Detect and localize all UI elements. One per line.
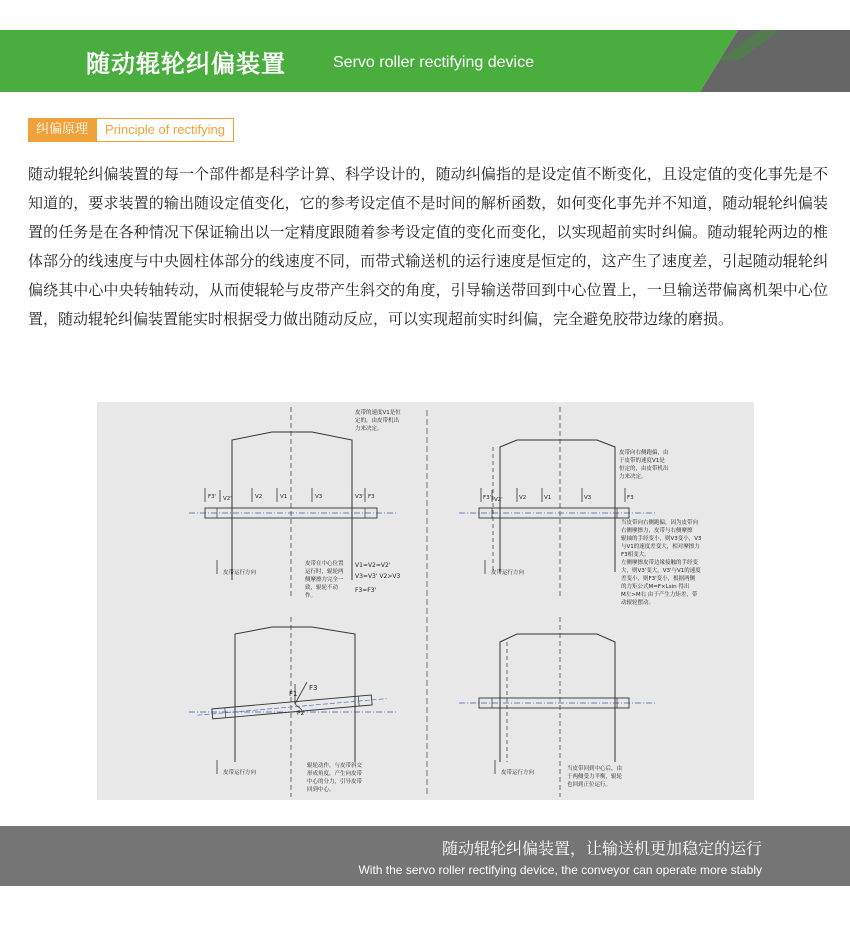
q2-note-bottom-9: M左>M右 由于产生力矩差，带 [621,592,698,598]
q3-label-1: F1 [289,690,298,698]
q1-note-bottom-4: 作。 [305,593,317,599]
section-tag-cn: 纠偏原理 [28,118,96,142]
page-title: 随动辊轮纠偏装置 [86,50,286,78]
q2-note-top-1: 于皮带的速度V1是 [619,458,665,464]
q1-label-0: F3' [208,494,217,500]
diagram-svg [97,402,754,800]
q3-label-2: F2 [297,710,305,717]
q1-note-top-1: 定的，由皮带机出 [355,418,400,424]
q2-label-5: F3 [627,495,634,501]
q1-eq3: F3=F3' [355,587,377,594]
q2-label-1: V2' [494,497,503,503]
q2-note-top-2: 恒定的，由皮带机出 [619,466,669,472]
q2-note-bottom-0: 当皮带向右侧跑偏，因为皮带向 [621,520,699,526]
q2-note-bottom-4: F3相变大。 [621,552,650,558]
q2-label-0: F3' [483,495,492,501]
q2-note-bottom-10: 动辊轮摆动。 [621,600,655,606]
q4-note-bottom-1: 于两侧受力平衡，辊轮 [567,774,623,780]
q1-note-bottom-1: 运行时，辊轮两 [305,569,344,575]
q2-note-bottom-7: 差变小，则F3'变小，根据两侧 [621,576,696,582]
q2-note-bottom-3: 与V1的速度差变大，相对摩擦力 [621,544,700,550]
page-subtitle: Servo roller rectifying device [333,54,534,71]
q3-note-bottom-1: 形成角度，产生向皮带 [307,771,363,777]
header-banner [0,30,850,92]
body-paragraph: 随动辊轮纠偏装置的每一个部件都是科学计算、科学设计的，随动纠偏指的是设定值不断变化，且设定值的变化事先是不知道的，要求装置的输出随设定值变化，它的参考设定值不是时间的解析函数，如何变化事先并不知道，随动辊轮纠偏装置的任务是在各种情况下保证输出以一定精度跟随着参考设定值的变化而变化，以实现超前实时纠偏。随动辊轮两边的椎体部分的线速度与中央圆柱体部分的线速度不同，而带式输送机的运行速度是恒定的，这产生了速度差，引起随动辊轮纠偏绕其中心中央转轴转动，从而使辊轮与皮带产生斜交的角度，引导输送带回到中心位置上，一旦输送带偏离机架中心位置，随动辊轮纠偏装置能实时根据受力做出随动反应，可以实现超前实时纠偏，完全避免胶带边缘的磨损。 [28,165,828,328]
footer-slogan-en: With the servo roller rectifying device, the conveyor can operate more stably [358,863,762,877]
q1-direction: 皮带运行方向 [223,570,257,576]
q1-label-4: V3 [315,494,323,500]
q1-eq1: V1=V2=V2' [355,562,391,569]
q2-note-top-3: 力来决定。 [619,474,647,480]
q3-note-bottom-3: 回到中心。 [307,787,335,793]
q3-label-0: F3 [309,684,318,692]
q4-direction: 皮带运行方向 [501,770,535,776]
q3-direction: 皮带运行方向 [223,770,257,776]
q4-note-bottom-0: 当皮带回到中心后，由 [567,766,623,772]
q1-note-top-2: 力来决定。 [355,426,383,432]
quadrant-2 [459,407,702,606]
section-tag-en: Principle of rectifying [96,118,234,142]
q1-note-bottom-3: 致，辊轮不动 [305,585,339,591]
q2-label-3: V1 [544,495,552,501]
q1-label-3: V1 [280,494,288,500]
q2-label-4: V3 [584,495,592,501]
footer-slogan-cn: 随动辊轮纠偏装置，让输送机更加稳定的运行 [441,839,762,858]
q3-note-bottom-0: 辊轮动作，与皮带斜交 [307,763,363,769]
q1-label-6: F3 [368,494,375,500]
q2-note-bottom-2: 辊轴的手经变小，则V3变小，V3 [621,536,702,542]
q1-eq2: V3=V3' V2>V3 [355,573,401,580]
q2-note-top-0: 皮带向右侧跑偏，由 [619,450,669,456]
q1-note-top-0: 皮带的速度V1是恒 [355,410,401,416]
rectifying-diagram [97,402,754,800]
quadrant-4 [459,617,657,797]
q1-note-bottom-2: 侧摩擦力完全一 [305,577,344,583]
q2-note-bottom-1: 右侧摩擦力，皮带与右侧摩擦 [621,528,693,534]
q2-note-bottom-6: 大，则V3'变大，V3'与V1的速度 [621,568,701,574]
q3-note-bottom-2: 中心的分力，引导皮带 [307,779,363,785]
q1-note-bottom-0: 皮带在中心位置 [305,561,344,567]
quadrant-3 [189,617,397,797]
q1-label-2: V2 [255,494,263,500]
q4-note-bottom-2: 也回到正位运行。 [567,782,612,788]
q2-direction: 皮带运行方向 [491,570,525,576]
q2-note-bottom-8: 的力矩公式M=F×Lsin 得出 [621,584,690,590]
q2-note-bottom-5: 左侧摩擦皮带边缘接触的手经变 [621,560,699,566]
section-tag [28,118,234,142]
q2-label-2: V2 [519,495,527,501]
q1-label-5: V3' [355,494,364,500]
footer-band [0,826,850,886]
q1-label-1: V2' [223,496,232,502]
quadrant-1 [189,407,401,599]
